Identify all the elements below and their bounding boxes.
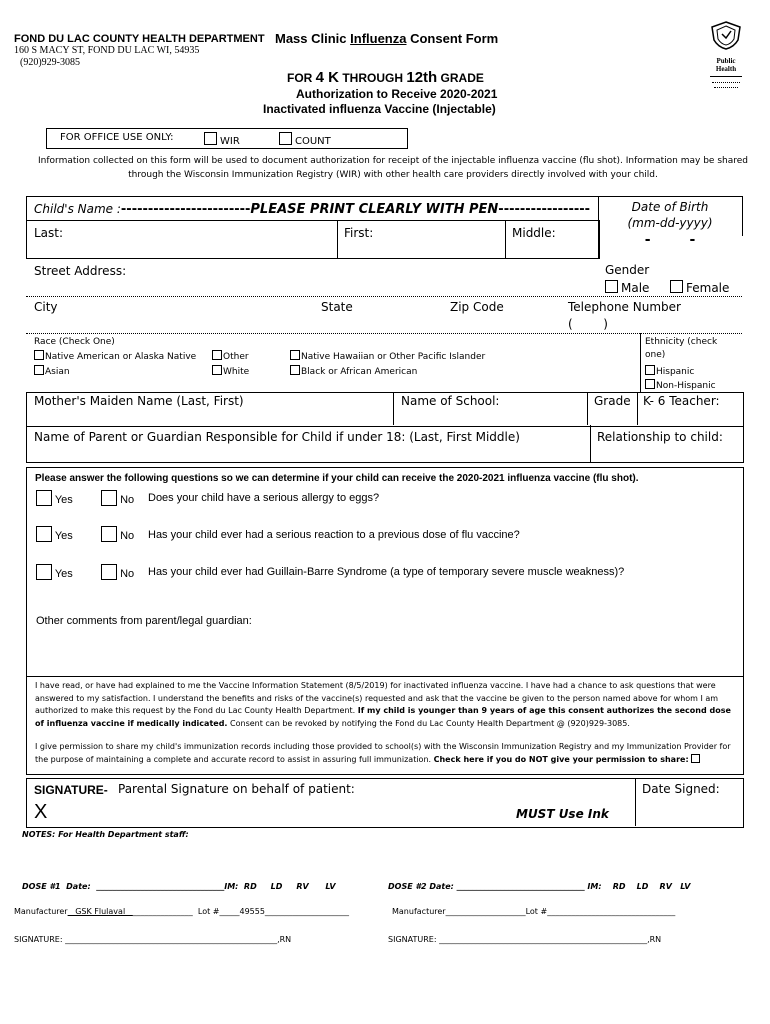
manufacturer1-line <box>14 907 349 916</box>
dose2-line: DOSE #2 Date: ________________________________ IM: RD LD RV LV <box>388 882 691 891</box>
race-native-american-option[interactable] <box>34 350 196 362</box>
q1-yes-option[interactable] <box>36 490 73 506</box>
first-name-label: First: <box>344 226 374 240</box>
race-other-checkbox[interactable] <box>212 350 222 360</box>
vaccine-title: Inactivated influenza Vaccine (Injectable) <box>263 102 496 116</box>
middle-name-label: Middle: <box>512 226 556 240</box>
city-race-divider <box>26 333 742 334</box>
dose1-line: DOSE #1 Date: ________________________________IM: RD LD RV LV <box>22 882 336 891</box>
gender-male-checkbox[interactable] <box>605 280 618 293</box>
zip-code-label: Zip Code <box>450 300 504 314</box>
wir-checkbox[interactable] <box>204 132 217 145</box>
comments-label: Other comments from parent/legal guardian: <box>36 615 252 627</box>
logo-rule-2 <box>712 82 740 85</box>
grade-label: Grade <box>594 394 631 408</box>
grade-range-f: GRADE <box>437 71 484 85</box>
info-notice: Information collected on this form will be used to document authorization for receipt of the injectable influenza vaccine (flu shot). Information may be shared through the Wisconsin Immunization Registry (WIR) with other health care providers directly involved with your child. <box>38 156 748 180</box>
consent-p1-a: I have read, or have had explained to me the Vaccine Information Statement (8/5/2019) for inactivated influenza vaccine. I have had a chance to ask questions that were answered to my satisfaction. I understand the benefits and risks of the vaccine(s) requested and ask that the vaccine be given to the person named above for whom I am authorized to make this request by the Fond du Lac County Health Department. <box>35 681 719 715</box>
gender-male-label: Male <box>621 281 650 295</box>
ethnicity-hispanic-label: Hispanic <box>656 367 695 377</box>
race-white-option[interactable] <box>212 365 249 377</box>
signature-sublabel: Parental Signature on behalf of patient: <box>118 782 355 796</box>
q1-no-option[interactable] <box>101 490 134 506</box>
notes-label: NOTES: For Health Department staff: <box>22 830 189 839</box>
q2-no-label: No <box>120 530 135 542</box>
q3-no-option[interactable] <box>101 564 134 580</box>
street-address-label: Street Address: <box>34 264 127 278</box>
race-native-american-label: Native American or Alaska Native <box>45 352 197 362</box>
mother-school-divider <box>393 392 394 425</box>
ethnicity-divider <box>640 333 641 393</box>
gender-female-checkbox[interactable] <box>670 280 683 293</box>
public-health-shield-icon <box>706 20 746 50</box>
child-table-right-border <box>742 196 743 236</box>
manufacturer1-label: Manufacturer <box>14 907 68 916</box>
grade-range-d: THROUGH <box>339 71 407 85</box>
grade-range-b: 4 <box>315 69 325 86</box>
manufacturer1-value: GSK Flulaval <box>67 907 133 916</box>
grade-range-a: FOR <box>287 71 316 85</box>
print-clearly-notice: PLEASE PRINT CLEARLY WITH PEN <box>250 202 499 217</box>
gender-label: Gender <box>605 263 650 277</box>
logo-rule-3 <box>714 87 738 90</box>
child-name-dashes-1: ------------------------ <box>120 202 251 217</box>
dob-format: (mm-dd-yyyy) <box>627 216 713 230</box>
signature2-line: SIGNATURE: ____________________________________________________,RN <box>388 935 662 944</box>
manufacturer1-lot-value: _____49555_______ <box>219 907 293 916</box>
race-label: Race (Check One) <box>34 337 115 347</box>
department-address: 160 S MACY ST, FOND DU LAC WI, 54935 <box>14 45 200 56</box>
manufacturer1-trailing: ______________ <box>292 907 349 916</box>
q1-no-checkbox[interactable] <box>101 490 117 506</box>
wir-label: WIR <box>220 136 240 147</box>
race-native-hawaiian-option[interactable] <box>290 350 485 362</box>
race-asian-checkbox[interactable] <box>34 365 44 375</box>
q2-yes-checkbox[interactable] <box>36 526 52 542</box>
relationship-label: Relationship to child: <box>597 430 723 444</box>
school-name-label: Name of School: <box>401 394 500 408</box>
q3-yes-option[interactable] <box>36 564 73 580</box>
q2-yes-option[interactable] <box>36 526 73 542</box>
race-white-checkbox[interactable] <box>212 365 222 375</box>
child-name-label-text: Child's Name : <box>34 202 121 216</box>
grade-range <box>287 69 484 86</box>
race-asian-label: Asian <box>45 367 70 377</box>
q1-no-label: No <box>120 494 135 506</box>
form-title <box>275 31 498 46</box>
public-health-logo <box>706 20 746 76</box>
form-title-pre: Mass Clinic <box>275 31 351 46</box>
consent-p1-medical: If my child is younger than 9 years of age this consent authorizes the second dose of influenza vaccine if medically indicated. <box>35 706 731 728</box>
grade-range-c: K <box>324 69 340 86</box>
race-native-american-checkbox[interactable] <box>34 350 44 360</box>
q3-no-checkbox[interactable] <box>101 564 117 580</box>
grade-teacher-divider <box>637 392 638 425</box>
consent-p2-a: I give permission to share my child's immunization records including those provided to school(s) with the Wisconsin Immunization Registry and my Immunization Provider for the purpose of maintaining a complete and accurate record to assist in assuring full immunization. <box>35 742 731 764</box>
race-black-label: Black or African American <box>301 367 418 377</box>
signature-x-mark[interactable]: X <box>34 801 48 823</box>
department-phone: (920)929-3085 <box>20 57 80 68</box>
race-asian-option[interactable] <box>34 365 70 377</box>
ethnicity-label-1: Ethnicity (check <box>645 337 718 347</box>
ethnicity-hispanic-option[interactable] <box>645 365 694 377</box>
consent-p2-no-share: Check here if you do NOT give your permission to share: <box>433 754 689 764</box>
logo-rule <box>710 76 742 79</box>
parent-guardian-label: Name of Parent or Guardian Responsible for Child if under 18: (Last, First Middle) <box>34 430 520 444</box>
first-middle-divider <box>505 220 506 258</box>
grade-range-e: 12th <box>406 69 438 86</box>
question-2: Has your child ever had a serious reaction to a previous dose of flu vaccine? <box>148 529 520 541</box>
question-1: Does your child have a serious allergy to eggs? <box>148 492 380 504</box>
count-option[interactable] <box>279 132 331 147</box>
q3-yes-label: Yes <box>54 568 73 580</box>
city-label: City <box>34 300 58 314</box>
question-3: Has your child ever had Guillain-Barre Syndrome (a type of temporary severe muscle weakness)? <box>148 566 625 578</box>
date-signed-label: Date Signed: <box>642 782 720 796</box>
no-share-checkbox[interactable] <box>691 754 700 763</box>
gender-male-option[interactable] <box>605 280 649 295</box>
child-name-label <box>34 202 590 217</box>
last-name-label: Last: <box>34 226 64 240</box>
consent-paragraph-1 <box>35 680 735 730</box>
race-native-hawaiian-label: Native Hawaiian or Other Pacific Islander <box>301 352 486 362</box>
race-other-option[interactable] <box>212 350 249 362</box>
q3-yes-checkbox[interactable] <box>36 564 52 580</box>
ethnicity-non-hispanic-checkbox[interactable] <box>645 379 655 389</box>
signature1-line: SIGNATURE: _____________________________________________________,RN <box>14 935 292 944</box>
q1-yes-checkbox[interactable] <box>36 490 52 506</box>
ethnicity-non-hispanic-label: Non-Hispanic <box>656 381 716 391</box>
dob-separators: - - <box>644 232 696 248</box>
race-black-option[interactable] <box>290 365 417 377</box>
department-name: FOND DU LAC COUNTY HEALTH DEPARTMENT <box>14 33 265 45</box>
telephone-area-code: ( ) <box>568 317 608 331</box>
form-title-post: Consent Form <box>406 31 499 46</box>
consent-p1-revoke: Consent can be revoked by notifying the Fond du Lac County Health Department @ (920)929-3085. <box>227 718 630 728</box>
race-black-checkbox[interactable] <box>290 365 300 375</box>
q3-no-label: No <box>120 568 135 580</box>
gender-female-label: Female <box>686 281 730 295</box>
teacher-label: K- 6 Teacher: <box>643 394 720 408</box>
dob-label: Date of Birth <box>631 200 709 214</box>
count-checkbox[interactable] <box>279 132 292 145</box>
consent-paragraph-2 <box>35 741 735 766</box>
ethnicity-hispanic-checkbox[interactable] <box>645 365 655 375</box>
telephone-label: Telephone Number <box>568 300 681 314</box>
state-label: State <box>321 300 353 314</box>
q2-no-option[interactable] <box>101 526 134 542</box>
race-other-label: Other <box>223 352 249 362</box>
ethnicity-non-hispanic-option[interactable] <box>645 379 716 391</box>
authorization-title: Authorization to Receive 2020-2021 <box>296 87 498 101</box>
office-use-box <box>46 128 408 149</box>
child-table-top-border <box>26 196 742 197</box>
child-name-dashes-2: ----------------- <box>498 202 591 217</box>
form-title-underlined: Influenza <box>350 31 407 46</box>
address-city-divider <box>26 296 742 297</box>
signature-label: SIGNATURE- <box>34 783 108 797</box>
last-first-divider <box>337 220 338 258</box>
q2-no-checkbox[interactable] <box>101 526 117 542</box>
gender-female-option[interactable] <box>670 280 729 295</box>
q2-yes-label: Yes <box>54 530 73 542</box>
wir-option[interactable] <box>204 132 240 147</box>
school-grade-divider <box>587 392 588 425</box>
count-label: COUNT <box>295 136 331 147</box>
manufacturer1-lot-label: _______________ Lot # <box>132 907 220 916</box>
manufacturer2-line: Manufacturer____________________Lot #________________________________ <box>392 907 676 916</box>
race-white-label: White <box>223 367 250 377</box>
questions-intro: Please answer the following questions so we can determine if your child can receive the 2020-2021 influenza vaccine (flu shot). <box>35 473 639 484</box>
must-use-ink-notice: MUST Use Ink <box>516 807 609 821</box>
race-native-hawaiian-checkbox[interactable] <box>290 350 300 360</box>
logo-caption: Public Health <box>715 57 737 73</box>
q1-yes-label: Yes <box>54 494 73 506</box>
ethnicity-label-2: one) <box>645 350 666 360</box>
parent-relationship-divider <box>590 425 591 462</box>
office-use-label: FOR OFFICE USE ONLY: <box>60 132 174 143</box>
signature-date-divider <box>635 778 636 826</box>
mother-maiden-name-label: Mother's Maiden Name (Last, First) <box>34 394 244 408</box>
